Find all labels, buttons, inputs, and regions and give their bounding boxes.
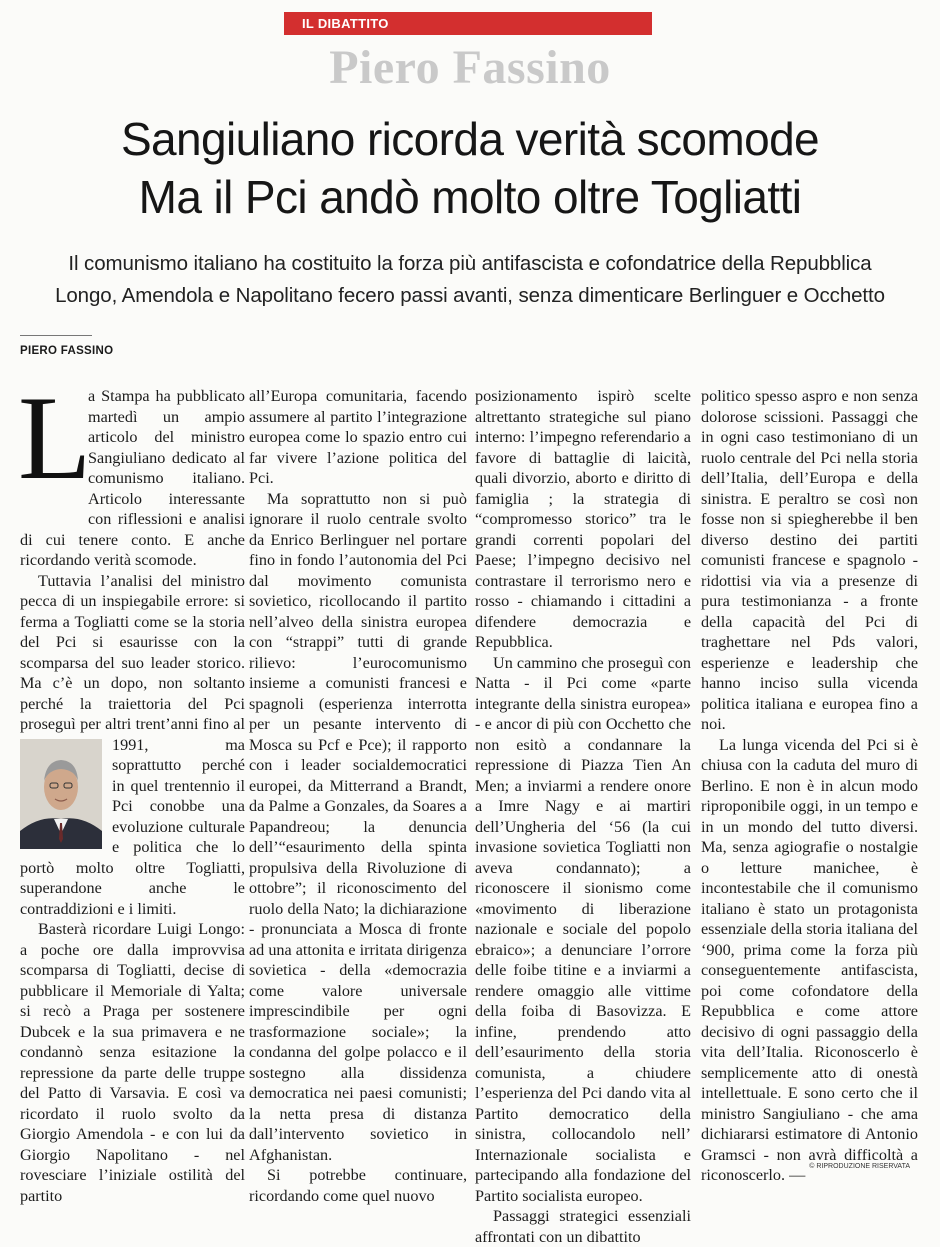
article-column-1 (18, 371, 245, 1206)
byline-rule (20, 335, 92, 336)
section-kicker: IL DIBATTITO (284, 12, 652, 35)
paragraph: Un cammino che proseguì con Natta - il Pci come «parte integrante della sinistra europea» - e ancor di più con Occhetto che non esitò a condannare la repressione di Piazza Tien An Men; a inviarmi a rendere onore a Imre Nagy e ai martiri dell’Ungheria del ‘56 (la cui invasione sovietica Togliatti non aveva condannato); a riconoscere il sionismo come «movimento di liberazione nazionale e sociale del popolo ebraico»; a denunciare l’orrore delle foibe titine e a inviarmi a rendere omaggio alle vittime della foiba di Basovizza. E infine, prendendo atto dell’esaurimento della storia comunista, a chiudere l’esperienza del Pci dando vita al Partito democratico della sinistra, collocandolo nell’ Internazionale socialista e partecipando alla fondazione del Partito socialista europeo. (475, 653, 691, 1205)
paragraph: Passaggi strategici essenziali affrontati con un dibattito (475, 1207, 691, 1246)
headline-line-1: Sangiuliano ricorda verità scomode (120, 113, 820, 165)
paragraph: Basterà ricordare Luigi Longo: a poche ore dalla improvvisa scomparsa di Togliatti, decise di pubblicare il Memoriale di Yalta; si recò a Praga per sostenere Dubcek e la sua primavera e ne condannò senza esitazione la repressione da parte delle truppe del Patto di Varsavia. E così va ricordato il ruolo svolto da Giorgio Amendola - e con lui da Giorgio Napolitano - nel rovesciare l’iniziale ostilità del partito (20, 920, 245, 1205)
paragraph: all’Europa comunitaria, facendo assumere al partito l’integrazione europea come lo spazio entro cui far vivere l’azione politica del Pci. (249, 387, 467, 487)
subheadline-line-2: Longo, Amendola e Napolitano fecero passi avanti, senza dimenticare Berlinguer e Occhetto (55, 284, 885, 307)
paragraph: La lunga vicenda del Pci si è chiusa con la caduta del muro di Berlino. E non è in alcun modo riproponibile oggi, in un tempo e in un mondo del tutto diversi. Ma, senza agiografie o nostalgie o letture manichee, è incontestabile che il comunismo italiano è stato un protagonista essenziale della storia italiana del ‘900, prima come la forza più conseguentemente antifascista, poi come cofondatore della Repubblica e come attore decisivo di ogni passaggio della vita dell’Italia. Riconoscerlo è semplicemente atto di onestà intellettuale. E sono certo che il ministro Sangiuliano - che ama dichiararsi estimatore di Antonio Gramsci - non avrà difficoltà a riconoscerlo. — (701, 735, 918, 1184)
headline (0, 110, 940, 226)
paragraph: Ma soprattutto non si può ignorare il ruolo centrale svolto da Enrico Berlinguer nel portare fino in fondo l’autonomia del Pci dal movimento comunista sovietico, ricollocando il partito nell’alveo della sinistra europea con “strappi” tutti di grande rilievo: l’eurocomunismo insieme a comunisti francesi e spagnoli (esperienza interrotta per un pesante intervento di Mosca su Pcf e Pce); il rapporto con i leader socialdemocratici europei, da Mitterrand a Brandt, da Palme a Gonzales, da Soares a Papandreou; la denuncia dell’“esaurimento della spinta propulsiva della Rivoluzione di ottobre”; il riconoscimento del ruolo della Nato; la dichiarazione - pronunciata a Mosca di fronte ad una attonita e irritata dirigenza sovietica - della «democrazia come valore universale imprescindibile per ogni trasformazione sociale»; la condanna del golpe polacco e il sostegno alla dissidenza democratica nei paesi comunisti; la netta presa di distanza dall’intervento sovietico in Afghanistan. (249, 489, 467, 1164)
author-photo (20, 739, 102, 849)
article-column-2 (249, 386, 467, 1206)
byline: PIERO FASSINO (20, 345, 114, 357)
paragraph: a Stampa ha pubblicato martedì un ampio articolo del ministro Sangiuliano dedicato al comunismo italiano. Articolo interessante con riflessioni e analisi di cui tenere conto. E anche ricordando verità scomode. (20, 387, 245, 569)
subheadline-line-1: Il comunismo italiano ha costituito la forza più antifascista e cofondatrice della Repubblica (68, 252, 872, 275)
paragraph: politico spesso aspro e non senza dolorose scissioni. Passaggi che in ogni caso testimoniano di un ruolo centrale del Pci nella storia dell’Italia, dell’Europa e della sinistra. E peraltro se così non fosse non si spiegherebbe il ben diverso destino dei partiti comunisti francese e spagnolo - ridottisi via via a presenze di pura testimonianza - a fronte della capacità del Pci di traghettare nel Pds valori, esperienze e leadership che hanno inciso sulla vicenda politica italiana e europea fino a noi. (701, 387, 918, 733)
paragraph: Si potrebbe continuare, ricordando come quel nuovo (249, 1166, 467, 1205)
author-display-name: Piero Fassino (329, 41, 611, 94)
article-column-3 (475, 386, 691, 1247)
paragraph: posizionamento ispirò scelte altrettanto strategiche sul piano interno: l’impegno referendario a favore di battaglie di laicità, quali divorzio, aborto e diritto di famiglia ; la strategia di “compromesso storico” tra le grandi correnti popolari del Paese; l’impegno decisivo nel contrastare il terrorismo nero e rosso - chiamando i cittadini a difendere democrazia e Repubblica. (475, 387, 691, 651)
headline-line-2: Ma il Pci andò molto oltre Togliatti (138, 171, 802, 223)
copyright-notice: © RIPRODUZIONE RISERVATA (809, 1163, 910, 1170)
paragraph: Tuttavia l’analisi del ministro pecca di un inspiegabile errore: si ferma a Togliatti come se la storia del Pci si esaurisse con la scomparsa del suo leader storico. Ma c’è un dopo, non soltanto perché la traiettoria del Pci proseguì per altri trent’anni fino al 1991, ma soprattutto perché in quel trentennio il Pci conobbe una evoluzione culturale e politica che lo portò molto oltre Togliatti, superandone anche le contraddizioni e i limiti. (20, 571, 245, 918)
subheadline (0, 248, 940, 312)
drop-cap: L (18, 371, 92, 504)
article-column-4 (701, 386, 918, 1186)
